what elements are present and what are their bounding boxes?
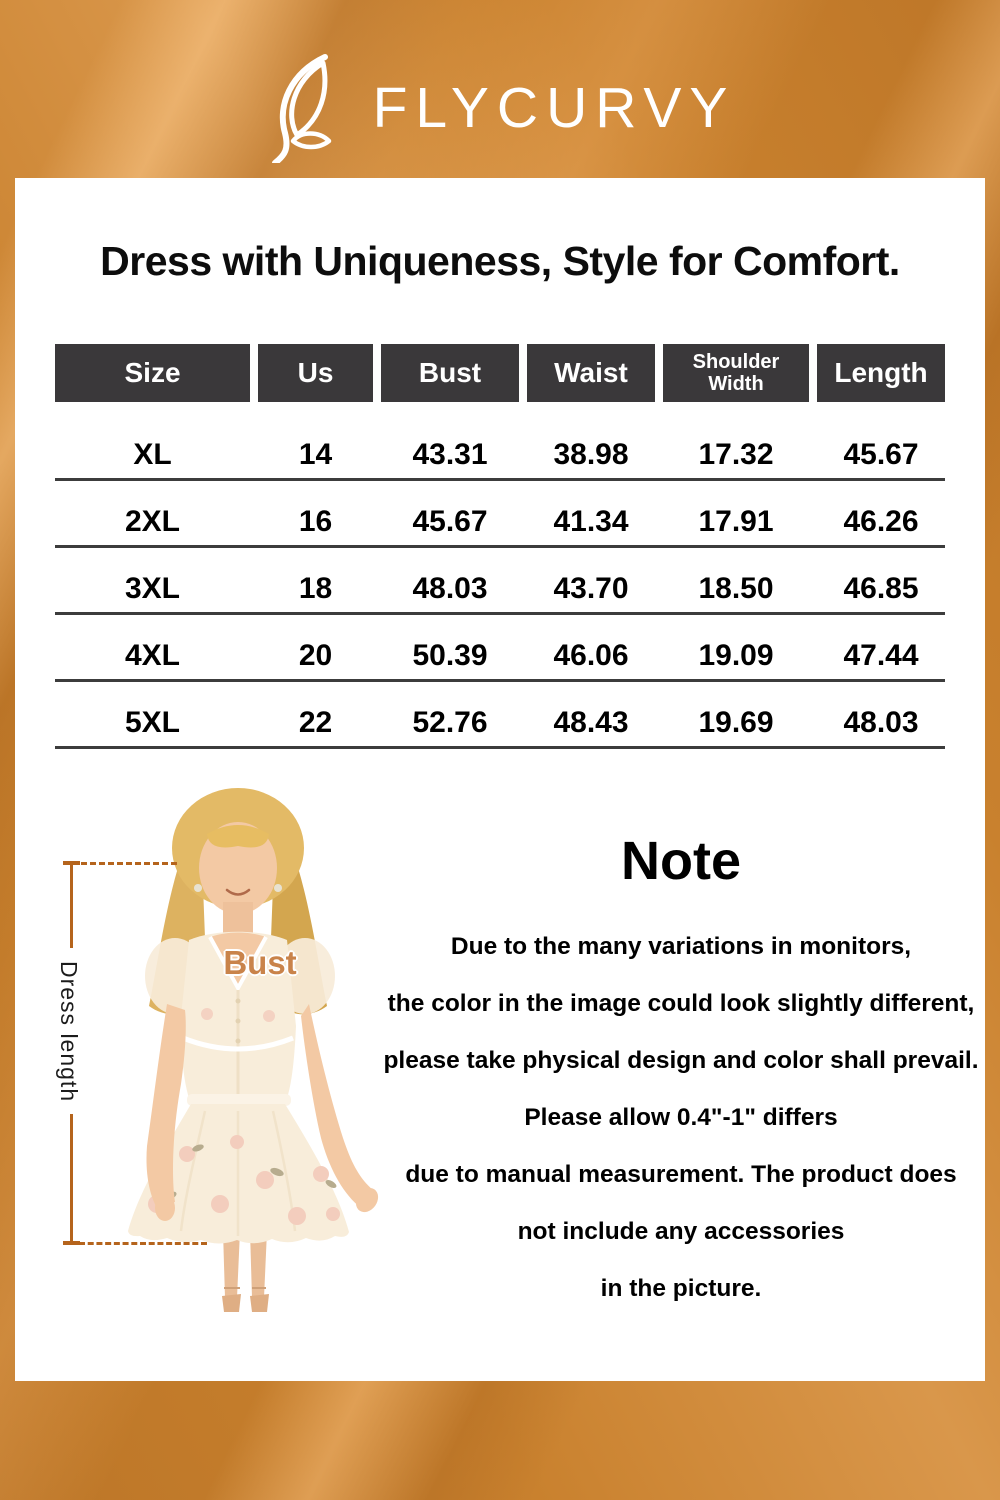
table-row — [55, 615, 945, 682]
table-cell: 18 — [298, 572, 333, 605]
brand-name: FLYCURVY — [372, 75, 736, 140]
table-cell: 52.76 — [412, 706, 488, 739]
note-section — [375, 830, 987, 1317]
note-line: the color in the image could look slightly different, — [387, 989, 975, 1017]
size-table-header-length: Length — [817, 344, 945, 402]
table-cell: 19.09 — [698, 639, 774, 672]
size-table-header-waist: Waist — [527, 344, 655, 402]
length-line-bottom-tick — [63, 1241, 80, 1245]
table-cell: 16 — [298, 505, 333, 538]
model-photo — [85, 776, 390, 1316]
table-cell: 22 — [298, 706, 333, 739]
bust-label: Bust — [223, 944, 297, 981]
table-cell: 14 — [298, 438, 333, 471]
table-row — [55, 481, 945, 548]
table-cell: 46.85 — [843, 572, 919, 605]
table-cell: 48.03 — [412, 572, 488, 605]
table-cell: 17.91 — [698, 505, 774, 538]
table-cell: 38.98 — [553, 438, 629, 471]
size-table — [55, 344, 945, 749]
table-cell: 43.31 — [412, 438, 488, 471]
table-cell: 48.43 — [553, 706, 629, 739]
size-table-body — [55, 402, 945, 749]
table-cell: 43.70 — [553, 572, 629, 605]
note-line: Due to the many variations in monitors, — [450, 932, 912, 960]
bust-guide-dashed-line — [81, 862, 177, 865]
table-cell: 46.06 — [553, 639, 629, 672]
headline: Dress with Uniqueness, Style for Comfort. — [100, 238, 900, 284]
hem-guide-dashed-line — [79, 1242, 207, 1245]
note-line: due to manual measurement. The product does — [405, 1160, 957, 1188]
dress-length-label: Dress length — [56, 961, 82, 1103]
table-row — [55, 402, 945, 481]
table-cell: 46.26 — [843, 505, 919, 538]
table-cell: 41.34 — [553, 505, 629, 538]
note-title: Note — [621, 831, 741, 891]
table-cell: 47.44 — [843, 639, 919, 672]
note-line: please take physical design and color shall prevail. — [383, 1046, 979, 1074]
note-text — [375, 918, 987, 1317]
note-line: Please allow 0.4"-1" differs — [524, 1103, 838, 1131]
table-cell: 48.03 — [843, 706, 919, 739]
size-table-header-size: Size — [55, 344, 250, 402]
size-table-header-bust: Bust — [381, 344, 519, 402]
table-cell: XL — [133, 438, 172, 471]
size-table-header-row — [55, 344, 945, 402]
size-table-header-shoulder-width: Shoulder Width — [663, 344, 809, 402]
table-cell: 4XL — [124, 639, 181, 672]
table-cell: 3XL — [124, 572, 181, 605]
table-cell: 45.67 — [843, 438, 919, 471]
table-cell: 19.69 — [698, 706, 774, 739]
leaf-logo-icon — [265, 53, 353, 163]
table-cell: 50.39 — [412, 639, 488, 672]
table-cell: 5XL — [124, 706, 181, 739]
table-cell: 2XL — [124, 505, 181, 538]
size-table-header-us: Us — [258, 344, 373, 402]
table-cell: 20 — [298, 639, 333, 672]
length-line-upper — [70, 865, 73, 948]
table-row — [55, 682, 945, 749]
note-line: in the picture. — [600, 1274, 762, 1302]
length-line-lower — [70, 1114, 73, 1241]
table-cell: 18.50 — [698, 572, 774, 605]
content-panel — [15, 178, 985, 1381]
table-cell: 45.67 — [412, 505, 488, 538]
note-line: not include any accessories — [517, 1217, 845, 1245]
table-cell: 17.32 — [698, 438, 774, 471]
brand-logo — [0, 50, 1000, 165]
table-row — [55, 548, 945, 615]
